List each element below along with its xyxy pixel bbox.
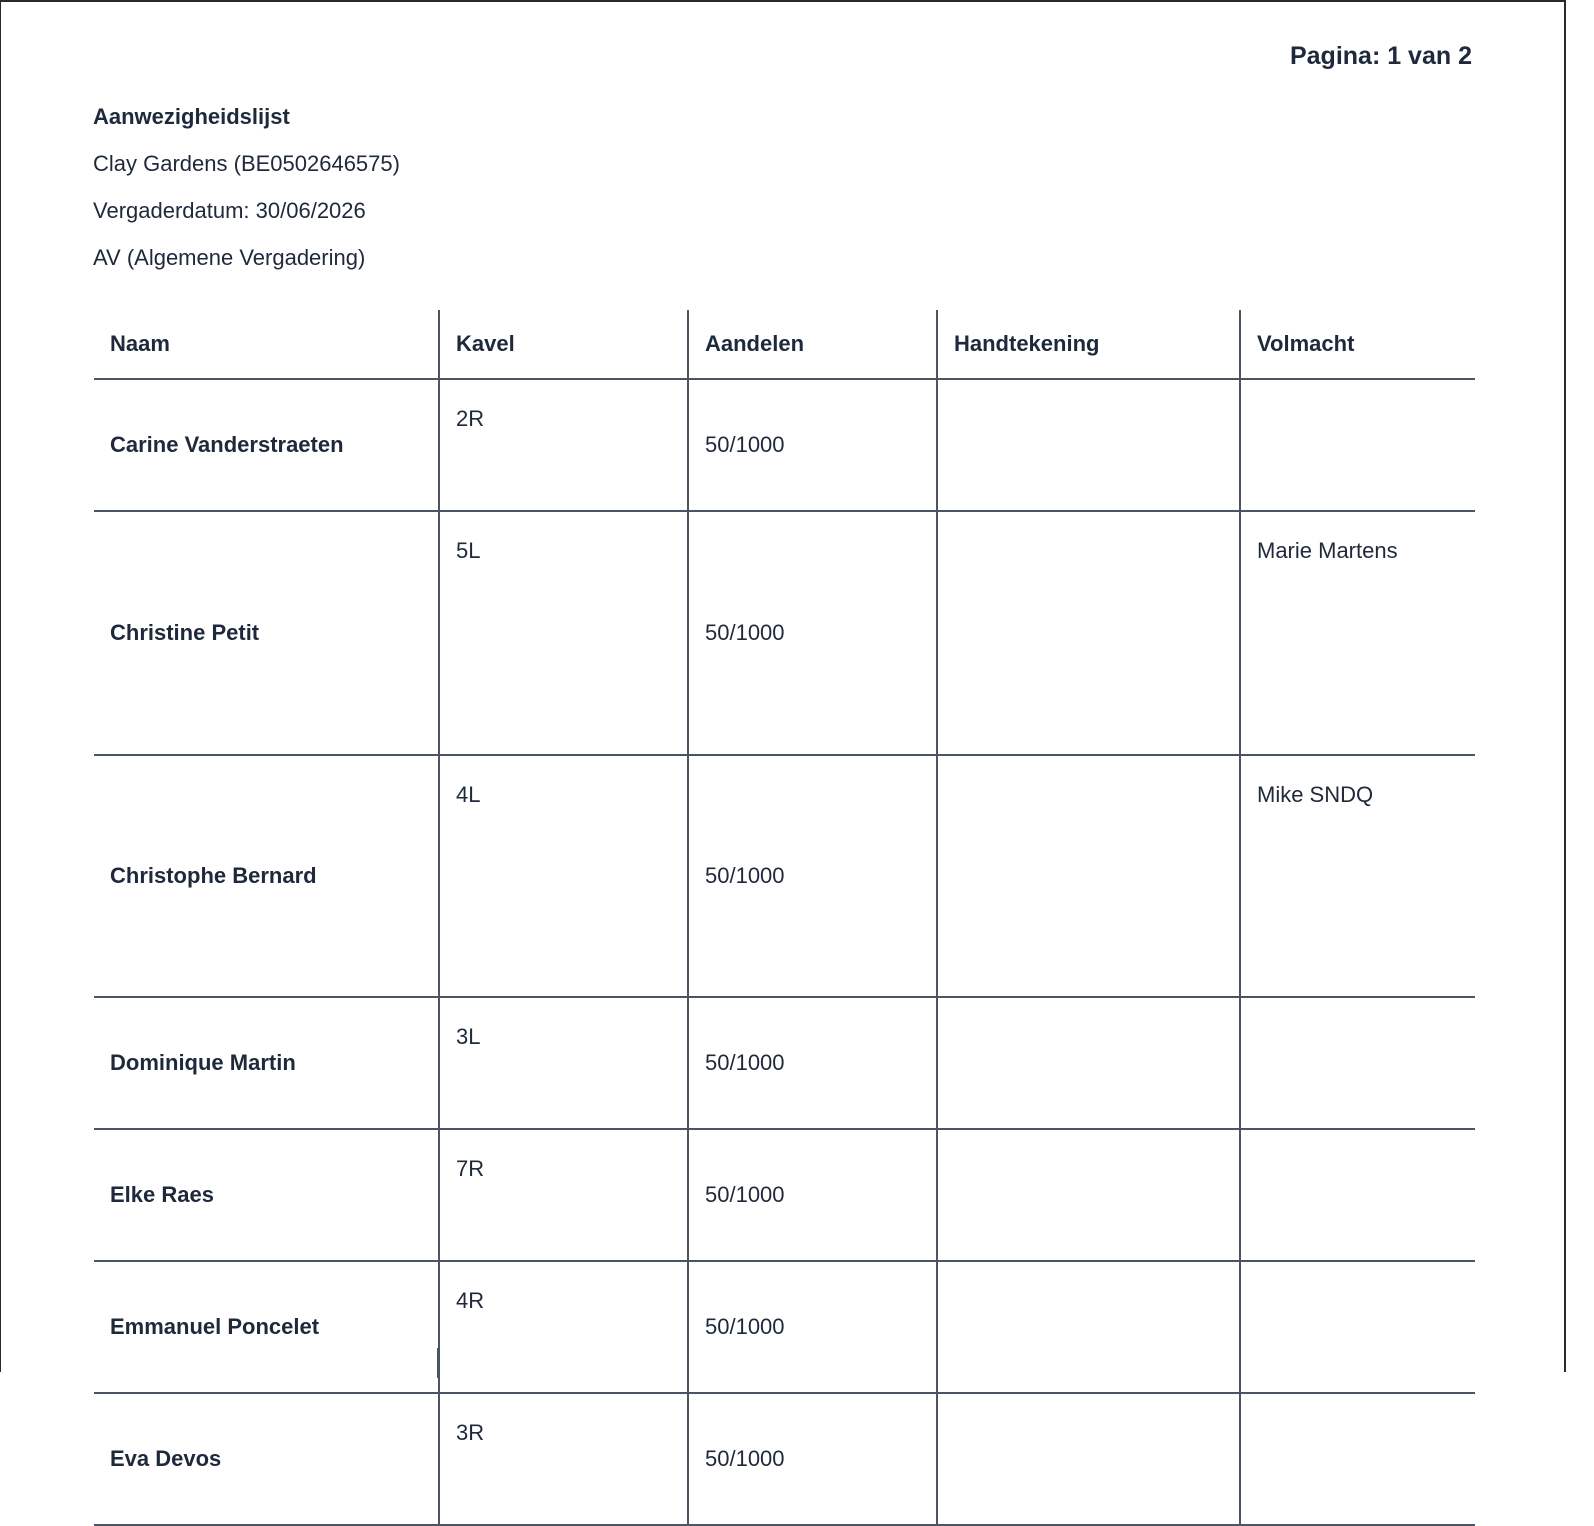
meeting-date: Vergaderdatum: 30/06/2026 [93, 198, 366, 223]
table-row [94, 379, 1475, 511]
page-number: Pagina: 1 van 2 [1289, 42, 1472, 70]
cell-handtekening [937, 997, 1240, 1129]
cell-handtekening [937, 511, 1240, 755]
column-header-naam: Naam [94, 310, 439, 379]
document-header [93, 102, 400, 290]
column-header-kavel: Kavel [439, 310, 688, 379]
cell-volmacht: Marie Martens [1240, 511, 1475, 755]
association-name: Clay Gardens (BE0502646575) [93, 151, 400, 176]
cell-kavel: 3L [439, 997, 688, 1129]
cell-volmacht [1240, 379, 1475, 511]
table-row [94, 511, 1475, 755]
cell-handtekening [937, 755, 1240, 997]
cell-aandelen: 50/1000 [688, 755, 937, 997]
cell-naam: Dominique Martin [94, 997, 439, 1129]
table-row [94, 997, 1475, 1129]
cell-naam: Christine Petit [94, 511, 439, 755]
cell-kavel: 3R [439, 1393, 688, 1525]
cell-kavel: 2R [439, 379, 688, 511]
cell-handtekening [937, 1393, 1240, 1525]
table-row [94, 1393, 1475, 1525]
cell-handtekening [937, 379, 1240, 511]
stub-col-kavel [437, 1348, 687, 1378]
meeting-type: AV (Algemene Vergadering) [93, 245, 366, 270]
attendance-table [94, 310, 1475, 1526]
column-header-volmacht: Volmacht [1240, 310, 1475, 379]
cell-aandelen: 50/1000 [688, 997, 937, 1129]
cell-naam: Eva Devos [94, 1393, 439, 1525]
next-row-stub [94, 1348, 1475, 1378]
cell-volmacht [1240, 997, 1475, 1129]
stub-col-handtekening [936, 1348, 1239, 1378]
stub-col-volmacht [1239, 1348, 1475, 1378]
cell-handtekening [937, 1129, 1240, 1261]
cell-aandelen: 50/1000 [688, 379, 937, 511]
column-header-aandelen: Aandelen [688, 310, 937, 379]
cell-kavel: 7R [439, 1129, 688, 1261]
cell-volmacht: Mike SNDQ [1240, 755, 1475, 997]
cell-aandelen: 50/1000 [688, 1393, 937, 1525]
cell-kavel: 4L [439, 755, 688, 997]
table-row [94, 755, 1475, 997]
cell-naam: Emmanuel Poncelet [94, 1261, 439, 1393]
table-header-row [94, 310, 1475, 379]
stub-col-naam [94, 1348, 437, 1378]
cell-naam: Elke Raes [94, 1129, 439, 1261]
cell-naam: Christophe Bernard [94, 755, 439, 997]
cell-aandelen: 50/1000 [688, 511, 937, 755]
table-row [94, 1129, 1475, 1261]
cell-kavel: 4R [439, 1261, 688, 1393]
cell-volmacht [1240, 1129, 1475, 1261]
cell-naam: Carine Vanderstraeten [94, 379, 439, 511]
cell-kavel: 5L [439, 511, 688, 755]
cell-aandelen: 50/1000 [688, 1129, 937, 1261]
stub-col-aandelen [687, 1348, 937, 1378]
cell-aandelen: 50/1000 [688, 1261, 937, 1393]
cell-volmacht [1240, 1393, 1475, 1525]
column-header-handtekening: Handtekening [937, 310, 1240, 379]
document-title: Aanwezigheidslijst [93, 104, 290, 129]
